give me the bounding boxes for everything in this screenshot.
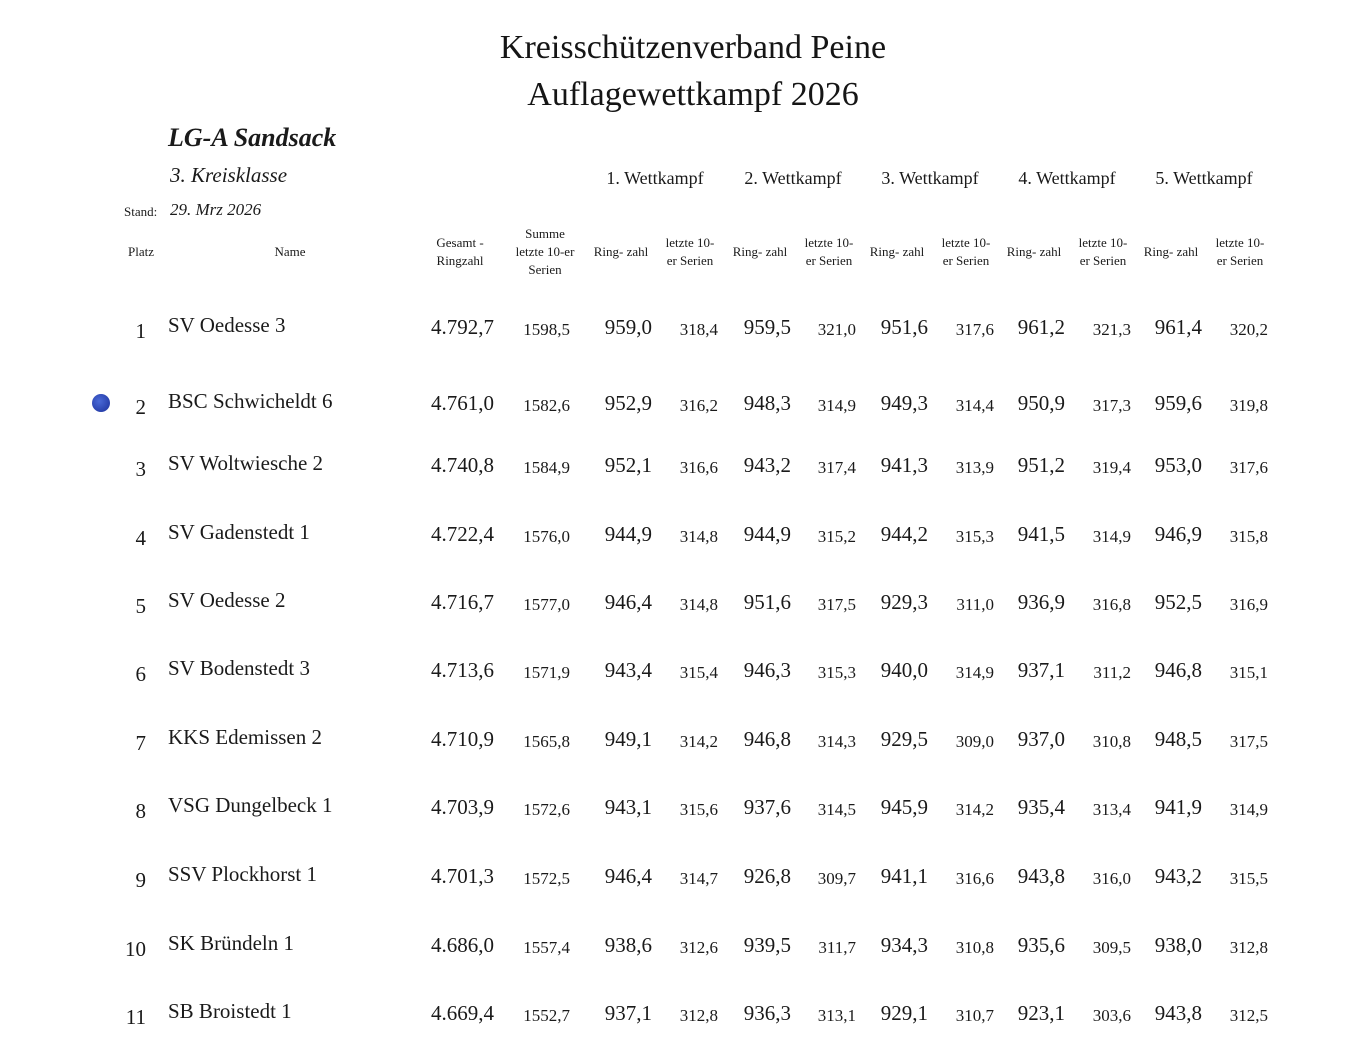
ringzahl-cell: 941,3: [880, 453, 928, 477]
ringzahl-cell: 936,9: [1017, 590, 1065, 614]
gesamt-ringzahl-cell: 4.716,7: [431, 590, 494, 614]
letzte-serien-cell: 314,8: [679, 527, 718, 546]
ringzahl-cell: 943,8: [1017, 864, 1065, 888]
letzte-serien-cell: 315,3: [955, 527, 994, 546]
ringzahl-cell: 935,4: [1017, 795, 1065, 819]
header-ringzahl-4: Ring- zahl: [1006, 244, 1062, 259]
stand-label: Stand:: [124, 204, 158, 219]
letzte-serien-cell: 319,8: [1229, 396, 1268, 415]
ringzahl-cell: 950,9: [1017, 391, 1065, 415]
letzte-serien-cell: 314,9: [955, 663, 994, 682]
letzte-serien-cell: 314,8: [679, 595, 718, 614]
gesamt-ringzahl-cell: 4.740,8: [431, 453, 494, 477]
page-subtitle: Auflagewettkampf 2026: [527, 76, 859, 113]
summe-serien-cell: 1582,6: [523, 396, 570, 415]
ringzahl-cell: 951,6: [880, 315, 928, 339]
club-name-cell: SV Oedesse 2: [168, 588, 286, 612]
rank-cell: 2: [135, 395, 146, 419]
summe-serien-cell: 1584,9: [523, 458, 570, 477]
club-name-cell: SV Gadenstedt 1: [168, 520, 310, 544]
ringzahl-cell: 952,1: [604, 453, 652, 477]
ringzahl-cell: 946,4: [604, 864, 652, 888]
club-name-cell: SV Woltwiesche 2: [168, 451, 324, 475]
letzte-serien-cell: 319,4: [1092, 458, 1131, 477]
letzte-serien-cell: 315,1: [1229, 663, 1268, 682]
ringzahl-cell: 946,4: [604, 590, 652, 614]
header-letzte-serien-2: letzte 10- er Serien: [804, 235, 854, 268]
table-row: [0, 656, 1354, 696]
ringzahl-cell: 961,2: [1017, 315, 1065, 339]
ringzahl-cell: 929,5: [880, 727, 928, 751]
ringzahl-cell: 945,9: [880, 795, 928, 819]
ringzahl-cell: 941,1: [880, 864, 928, 888]
summe-serien-cell: 1576,0: [523, 527, 570, 546]
summe-serien-cell: 1571,9: [523, 663, 570, 682]
gesamt-ringzahl-cell: 4.701,3: [431, 864, 494, 888]
header-letzte-serien-5: letzte 10- er Serien: [1215, 235, 1265, 268]
letzte-serien-cell: 314,9: [1092, 527, 1131, 546]
ringzahl-cell: 943,1: [604, 795, 652, 819]
gesamt-ringzahl-cell: 4.710,9: [431, 727, 494, 751]
letzte-serien-cell: 312,8: [679, 1006, 718, 1025]
ringzahl-cell: 951,6: [743, 590, 791, 614]
ringzahl-cell: 929,3: [880, 590, 928, 614]
ringzahl-cell: 949,1: [604, 727, 652, 751]
class-label: 3. Kreisklasse: [170, 163, 288, 187]
gesamt-ringzahl-cell: 4.722,4: [431, 522, 494, 546]
header-summe: Summe letzte 10-er Serien: [515, 226, 575, 277]
ringzahl-cell: 946,9: [1154, 522, 1202, 546]
club-name-cell: SB Broistedt 1: [168, 999, 292, 1023]
letzte-serien-cell: 315,4: [679, 663, 718, 682]
ringzahl-cell: 937,0: [1017, 727, 1065, 751]
letzte-serien-cell: 317,5: [1229, 732, 1268, 751]
ringzahl-cell: 959,5: [743, 315, 791, 339]
letzte-serien-cell: 316,9: [1229, 595, 1268, 614]
header-letzte-serien-4: letzte 10- er Serien: [1078, 235, 1128, 268]
ringzahl-cell: 923,1: [1017, 1001, 1065, 1025]
ringzahl-cell: 952,9: [604, 391, 652, 415]
letzte-serien-cell: 312,5: [1229, 1006, 1268, 1025]
gesamt-ringzahl-cell: 4.669,4: [431, 1001, 494, 1025]
ringzahl-cell: 949,3: [880, 391, 928, 415]
ringzahl-cell: 934,3: [880, 933, 928, 957]
ringzahl-cell: 938,6: [604, 933, 652, 957]
ringzahl-cell: 939,5: [743, 933, 791, 957]
ringzahl-cell: 948,3: [743, 391, 791, 415]
letzte-serien-cell: 311,0: [956, 595, 994, 614]
ringzahl-cell: 946,8: [743, 727, 791, 751]
letzte-serien-cell: 317,3: [1092, 396, 1131, 415]
letzte-serien-cell: 311,2: [1093, 663, 1131, 682]
letzte-serien-cell: 314,2: [955, 800, 994, 819]
table-row: [0, 389, 1354, 429]
header-letzte-serien-1: letzte 10- er Serien: [665, 235, 715, 268]
wettkampf-1-heading: 1. Wettkampf: [606, 168, 704, 188]
wettkampf-4-heading: 4. Wettkampf: [1018, 168, 1116, 188]
table-row: [0, 451, 1354, 491]
club-name-cell: SK Bründeln 1: [168, 931, 294, 955]
rank-cell: 9: [135, 868, 146, 892]
ringzahl-cell: 944,9: [743, 522, 791, 546]
letzte-serien-cell: 311,7: [818, 938, 856, 957]
letzte-serien-cell: 314,9: [1229, 800, 1268, 819]
wettkampf-3-heading: 3. Wettkampf: [881, 168, 979, 188]
club-name-cell: KKS Edemissen 2: [168, 725, 322, 749]
letzte-serien-cell: 314,4: [955, 396, 994, 415]
letzte-serien-cell: 303,6: [1092, 1006, 1131, 1025]
rank-cell: 6: [135, 662, 146, 686]
letzte-serien-cell: 316,6: [955, 869, 994, 888]
wettkampf-2-heading: 2. Wettkampf: [744, 168, 842, 188]
header-ringzahl-2: Ring- zahl: [732, 244, 788, 259]
ringzahl-cell: 937,1: [604, 1001, 652, 1025]
letzte-serien-cell: 318,4: [679, 320, 718, 339]
summe-serien-cell: 1572,6: [523, 800, 570, 819]
rank-cell: 3: [135, 457, 146, 481]
letzte-serien-cell: 320,2: [1229, 320, 1268, 339]
table-row: [0, 999, 1354, 1039]
letzte-serien-cell: 317,5: [817, 595, 856, 614]
letzte-serien-cell: 312,6: [679, 938, 718, 957]
club-name-cell: SSV Plockhorst 1: [168, 862, 317, 886]
ringzahl-cell: 936,3: [743, 1001, 791, 1025]
rank-cell: 1: [135, 319, 146, 343]
table-row: [0, 862, 1354, 902]
ringzahl-cell: 938,0: [1154, 933, 1202, 957]
letzte-serien-cell: 310,8: [955, 938, 994, 957]
gesamt-ringzahl-cell: 4.703,9: [431, 795, 494, 819]
ringzahl-cell: 935,6: [1017, 933, 1065, 957]
rank-cell: 8: [135, 799, 146, 823]
ringzahl-cell: 937,1: [1017, 658, 1065, 682]
ringzahl-cell: 926,8: [743, 864, 791, 888]
rank-cell: 7: [135, 731, 146, 755]
ringzahl-cell: 943,4: [604, 658, 652, 682]
club-name-cell: VSG Dungelbeck 1: [168, 793, 333, 817]
stand-date: 29. Mrz 2026: [170, 200, 262, 219]
ringzahl-cell: 941,9: [1154, 795, 1202, 819]
letzte-serien-cell: 313,9: [955, 458, 994, 477]
letzte-serien-cell: 310,8: [1092, 732, 1131, 751]
letzte-serien-cell: 321,0: [817, 320, 856, 339]
ringzahl-cell: 943,2: [743, 453, 791, 477]
gesamt-ringzahl-cell: 4.713,6: [431, 658, 494, 682]
letzte-serien-cell: 309,7: [817, 869, 856, 888]
table-row: [0, 793, 1354, 833]
letzte-serien-cell: 313,1: [817, 1006, 856, 1025]
rank-cell: 5: [135, 594, 146, 618]
letzte-serien-cell: 316,6: [679, 458, 718, 477]
ringzahl-cell: 943,8: [1154, 1001, 1202, 1025]
header-letzte-serien-3: letzte 10- er Serien: [941, 235, 991, 268]
letzte-serien-cell: 309,0: [955, 732, 994, 751]
letzte-serien-cell: 317,4: [817, 458, 856, 477]
club-name-cell: BSC Schwicheldt 6: [168, 389, 333, 413]
ringzahl-cell: 952,5: [1154, 590, 1202, 614]
letzte-serien-cell: 314,3: [817, 732, 856, 751]
summe-serien-cell: 1598,5: [523, 320, 570, 339]
table-row: [0, 520, 1354, 560]
letzte-serien-cell: 312,8: [1229, 938, 1268, 957]
letzte-serien-cell: 310,7: [955, 1006, 994, 1025]
ringzahl-cell: 959,0: [604, 315, 652, 339]
letzte-serien-cell: 314,2: [679, 732, 718, 751]
table-row: [0, 725, 1354, 765]
letzte-serien-cell: 316,0: [1092, 869, 1131, 888]
ringzahl-cell: 940,0: [880, 658, 928, 682]
letzte-serien-cell: 321,3: [1092, 320, 1131, 339]
rank-cell: 4: [135, 526, 146, 550]
ringzahl-cell: 951,2: [1017, 453, 1065, 477]
letzte-serien-cell: 315,8: [1229, 527, 1268, 546]
page-title: Kreisschützenverband Peine: [499, 29, 887, 66]
summe-serien-cell: 1557,4: [523, 938, 570, 957]
summe-serien-cell: 1577,0: [523, 595, 570, 614]
table-row: [0, 931, 1354, 971]
ringzahl-cell: 944,2: [880, 522, 928, 546]
letzte-serien-cell: 315,6: [679, 800, 718, 819]
letzte-serien-cell: 314,5: [817, 800, 856, 819]
table-row: [0, 313, 1354, 353]
wettkampf-5-heading: 5. Wettkampf: [1155, 168, 1253, 188]
letzte-serien-cell: 315,2: [817, 527, 856, 546]
letzte-serien-cell: 317,6: [955, 320, 994, 339]
ringzahl-cell: 961,4: [1154, 315, 1202, 339]
letzte-serien-cell: 315,5: [1229, 869, 1268, 888]
header-gesamt: Gesamt - Ringzahl: [436, 235, 484, 268]
summe-serien-cell: 1552,7: [523, 1006, 570, 1025]
letzte-serien-cell: 315,3: [817, 663, 856, 682]
ringzahl-cell: 937,6: [743, 795, 791, 819]
rank-cell: 11: [125, 1005, 146, 1029]
ringzahl-cell: 941,5: [1017, 522, 1065, 546]
club-name-cell: SV Oedesse 3: [168, 313, 286, 337]
letzte-serien-cell: 313,4: [1092, 800, 1131, 819]
ringzahl-cell: 929,1: [880, 1001, 928, 1025]
letzte-serien-cell: 314,9: [817, 396, 856, 415]
letzte-serien-cell: 309,5: [1092, 938, 1131, 957]
header-name: Name: [274, 244, 306, 259]
gesamt-ringzahl-cell: 4.792,7: [431, 315, 494, 339]
gesamt-ringzahl-cell: 4.761,0: [431, 391, 494, 415]
letzte-serien-cell: 314,7: [679, 869, 718, 888]
ringzahl-cell: 948,5: [1154, 727, 1202, 751]
ringzahl-cell: 943,2: [1154, 864, 1202, 888]
rank-cell: 10: [125, 937, 146, 961]
header-platz: Platz: [128, 244, 154, 259]
table-row: [0, 588, 1354, 628]
ringzahl-cell: 959,6: [1154, 391, 1202, 415]
letzte-serien-cell: 316,2: [679, 396, 718, 415]
header-ringzahl-5: Ring- zahl: [1143, 244, 1199, 259]
header-ringzahl-1: Ring- zahl: [593, 244, 649, 259]
ringzahl-cell: 953,0: [1154, 453, 1202, 477]
header-ringzahl-3: Ring- zahl: [869, 244, 925, 259]
summe-serien-cell: 1565,8: [523, 732, 570, 751]
club-name-cell: SV Bodenstedt 3: [168, 656, 310, 680]
ringzahl-cell: 946,3: [743, 658, 791, 682]
category-label: LG-A Sandsack: [168, 123, 337, 152]
letzte-serien-cell: 316,8: [1092, 595, 1131, 614]
ringzahl-cell: 944,9: [604, 522, 652, 546]
gesamt-ringzahl-cell: 4.686,0: [431, 933, 494, 957]
letzte-serien-cell: 317,6: [1229, 458, 1268, 477]
ringzahl-cell: 946,8: [1154, 658, 1202, 682]
summe-serien-cell: 1572,5: [523, 869, 570, 888]
